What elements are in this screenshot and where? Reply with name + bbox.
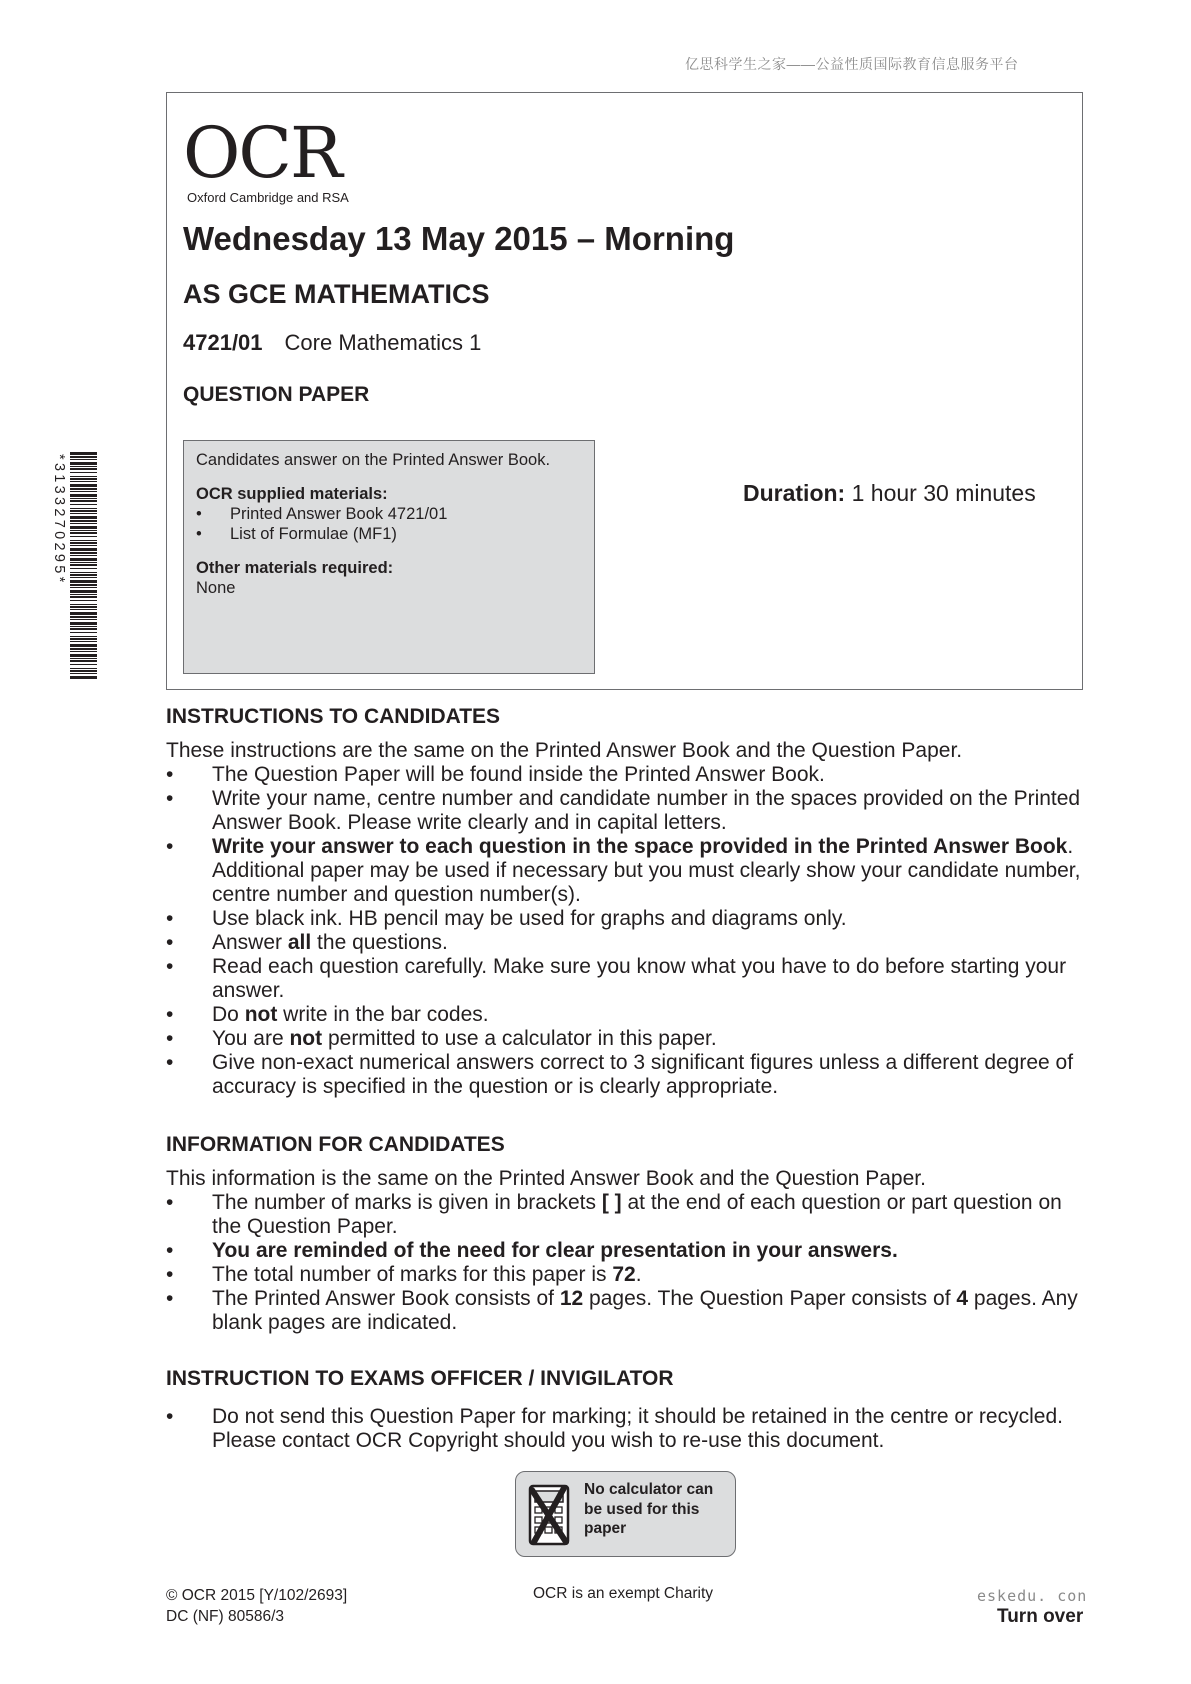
barcode-bar — [70, 568, 97, 569]
barcode-bar — [70, 641, 97, 642]
list-item — [166, 1239, 1096, 1263]
list-item-text: You are reminded of the need for clear presentation in your answers. — [212, 1239, 898, 1262]
list-item-text: . Additional paper may be used if necessary but you must clearly show your candidate number, centre number and question number(s). — [212, 835, 1081, 906]
barcode-bar — [70, 604, 97, 605]
list-item — [166, 1003, 1096, 1027]
barcode-bar — [70, 545, 97, 546]
paper-type: QUESTION PAPER — [183, 383, 370, 406]
barcode-bar — [70, 600, 97, 601]
barcode-bar — [70, 596, 97, 598]
barcode-bar — [70, 532, 97, 534]
list-item-text: The Question Paper will be found inside the Printed Answer Book. — [212, 763, 825, 786]
materials-box — [183, 440, 595, 674]
barcode-bar — [70, 504, 97, 505]
barcode-bar — [70, 587, 97, 588]
unit-name: Core Mathematics 1 — [284, 330, 482, 355]
barcode-bar — [70, 574, 97, 576]
charity-note: OCR is an exempt Charity — [533, 1585, 714, 1602]
barcode-bar — [70, 612, 97, 615]
barcode-bar — [70, 564, 97, 566]
barcode-bar — [70, 580, 97, 583]
barcode-bar — [70, 530, 97, 531]
barcode-bar — [70, 562, 97, 563]
barcode-bar — [70, 513, 97, 514]
barcode-bar — [70, 508, 97, 509]
crossed-calculator-icon — [528, 1484, 570, 1546]
list-item-text: Read each question carefully. Make sure you know what you have to do before starting your answer. — [212, 955, 1067, 1002]
list-item-text: [ ] — [601, 1191, 622, 1214]
instructions-list — [166, 763, 1096, 1099]
list-item-text: Write your answer to each question in the space provided in the Printed Answer Book — [212, 835, 1068, 858]
paper-code: 4721/01 — [183, 330, 263, 355]
document-ref: DC (NF) 80586/3 — [166, 1608, 285, 1625]
list-item — [166, 907, 1096, 931]
list-item-text: Write your name, centre number and candidate number in the spaces provided on the Printed Answer Book. Please write clearly and in capital letters. — [212, 787, 1081, 834]
barcode-bar — [70, 606, 97, 608]
notice-line: paper — [584, 1520, 627, 1537]
calculator-notice-text — [584, 1480, 713, 1539]
other-heading: Other materials required: — [196, 559, 394, 577]
barcode-bar — [70, 452, 97, 455]
barcode-bar — [70, 481, 97, 482]
list-item-text: pages. Any blank pages are indicated. — [212, 1287, 1078, 1334]
barcode-bar — [70, 488, 97, 490]
list-item-text: not — [289, 1027, 323, 1050]
barcode-bar — [70, 651, 97, 652]
list-item — [166, 835, 1096, 907]
information-list — [166, 1191, 1096, 1335]
list-item — [166, 1287, 1096, 1335]
instructions-section — [166, 705, 1096, 1099]
barcode-bar — [70, 500, 97, 502]
copyright: © OCR 2015 [Y/102/2693] — [166, 1587, 348, 1604]
notice-line: No calculator can — [584, 1481, 714, 1498]
list-item-text: Answer — [212, 931, 288, 954]
barcode-bar — [70, 626, 97, 627]
list-item — [166, 1191, 1096, 1239]
supplied-item: • Printed Answer Book 4721/01 — [196, 504, 582, 524]
instructions-intro: These instructions are the same on the Printed Answer Book and the Question Paper. — [166, 739, 963, 762]
paper-code-line — [183, 330, 481, 356]
barcode-bar — [70, 609, 97, 610]
list-item — [166, 1263, 1096, 1287]
barcode-bar — [70, 516, 97, 519]
list-item-text: The number of marks is given in brackets — [212, 1191, 602, 1214]
barcode-bar — [70, 552, 97, 554]
barcode-bar — [70, 644, 97, 647]
ocr-logo — [183, 112, 349, 205]
barcode-bar — [70, 577, 97, 578]
list-item-text: . — [635, 1263, 642, 1286]
barcode-bar — [70, 472, 97, 473]
barcode-bar — [70, 632, 97, 633]
barcode-bar — [70, 468, 97, 470]
list-item-text: 4 — [956, 1287, 969, 1310]
barcode-bar — [70, 491, 97, 492]
barcode-bar — [70, 536, 97, 537]
subject-title: AS GCE MATHEMATICS — [183, 279, 490, 309]
barcode-bar — [70, 670, 97, 672]
barcode-bar — [70, 594, 97, 595]
barcode-bar — [70, 542, 97, 544]
barcode-bar — [70, 590, 97, 593]
information-heading: INFORMATION FOR CANDIDATES — [166, 1133, 505, 1156]
list-item-text: at the end of each question or part question on the Question Paper. — [212, 1191, 1062, 1238]
list-item — [166, 1405, 1096, 1453]
information-section — [166, 1133, 1096, 1335]
duration — [743, 480, 1036, 507]
barcode-bar — [70, 456, 97, 458]
barcode-bar — [70, 484, 97, 487]
list-item-text: pages. The Question Paper consists of — [583, 1287, 957, 1310]
officer-section — [166, 1367, 1096, 1453]
turn-over: Turn over — [997, 1606, 1084, 1627]
notice-line: be used for this — [584, 1500, 700, 1518]
barcode-bar — [70, 619, 97, 620]
materials-intro: Candidates answer on the Printed Answer Book. — [196, 451, 551, 469]
list-item — [166, 1051, 1096, 1099]
watermark-top: 亿思科学生之家——公益性质国际教育信息服务平台 — [685, 56, 1019, 72]
barcode-bar — [70, 520, 97, 522]
list-item-text: The Printed Answer Book consists of — [212, 1287, 560, 1310]
list-item-text: 72 — [612, 1263, 636, 1286]
list-item — [166, 787, 1096, 835]
barcode-bar — [70, 526, 97, 529]
other-value: None — [196, 579, 236, 597]
no-calculator-notice — [515, 1471, 736, 1557]
list-item-text: 12 — [559, 1287, 584, 1310]
list-item-text: not — [244, 1003, 278, 1026]
barcode-bar — [70, 523, 97, 524]
barcode-bar — [70, 622, 97, 625]
barcode-bar — [70, 558, 97, 561]
barcode-bar — [70, 616, 97, 618]
barcode-bar — [70, 638, 97, 640]
information-intro: This information is the same on the Printed Answer Book and the Question Paper. — [166, 1167, 926, 1190]
supplied-item: • List of Formulae (MF1) — [196, 524, 582, 544]
barcode-bar — [70, 548, 97, 551]
barcode-bar — [70, 466, 97, 467]
barcode-text: *3133270295* — [51, 454, 67, 586]
barcode — [50, 452, 98, 680]
list-item-text: Do — [212, 1003, 245, 1026]
barcode-bar — [70, 584, 97, 586]
barcode-bar — [70, 572, 97, 573]
list-item-text: Do not send this Question Paper for marking; it should be retained in the centre or recycled. Please contact OCR Copyright should you wish to re-use this document. — [212, 1405, 1063, 1452]
barcode-bar — [70, 660, 97, 662]
barcode-bar — [70, 540, 97, 541]
supplied-heading: OCR supplied materials: — [196, 485, 388, 503]
list-item-text: Use black ink. HB pencil may be used for graphs and diagrams only. — [212, 907, 847, 930]
barcode-bar — [70, 628, 97, 630]
footer-watermark: eskedu. con — [977, 1587, 1088, 1605]
barcode-bar — [70, 498, 97, 499]
barcode-bar — [70, 664, 97, 665]
duration-label: Duration: — [743, 480, 846, 506]
list-item-text: write in the bar codes. — [277, 1003, 489, 1026]
barcode-bar — [70, 676, 97, 679]
barcode-bar — [70, 673, 97, 674]
barcode-bar — [70, 459, 97, 460]
footer-left — [166, 1585, 347, 1627]
list-item-text: Give non-exact numerical answers correct to 3 significant figures unless a different degree of accuracy is specified in the question or is clearly appropriate. — [212, 1051, 1074, 1098]
logo-text: OCR — [183, 112, 341, 194]
barcode-bar — [70, 648, 97, 650]
barcode-bar — [70, 668, 97, 669]
barcode-bar — [70, 636, 97, 637]
list-item — [166, 1027, 1096, 1051]
barcode-bar — [70, 478, 97, 480]
list-item-text: The total number of marks for this paper is — [212, 1263, 613, 1286]
logo-subtitle: Oxford Cambridge and RSA — [187, 190, 349, 205]
instructions-heading: INSTRUCTIONS TO CANDIDATES — [166, 705, 501, 728]
list-item-text: all — [287, 931, 312, 954]
list-item-text: the questions. — [311, 931, 448, 954]
barcode-bar — [70, 654, 97, 657]
list-item — [166, 931, 1096, 955]
list-item-text: permitted to use a calculator in this paper. — [322, 1027, 717, 1050]
duration-value: 1 hour 30 minutes — [845, 480, 1036, 506]
list-item — [166, 763, 1096, 787]
exam-date: Wednesday 13 May 2015 – Morning — [183, 220, 735, 257]
barcode-bar — [70, 462, 97, 465]
officer-heading: INSTRUCTION TO EXAMS OFFICER / INVIGILATOR — [166, 1367, 674, 1390]
barcode-bar — [70, 510, 97, 512]
list-item-text: You are — [212, 1027, 290, 1050]
barcode-bar — [70, 658, 97, 659]
officer-list — [166, 1405, 1096, 1453]
barcode-bar — [70, 494, 97, 497]
barcode-bar — [70, 555, 97, 556]
list-item — [166, 955, 1096, 1003]
barcode-bar — [70, 476, 97, 477]
